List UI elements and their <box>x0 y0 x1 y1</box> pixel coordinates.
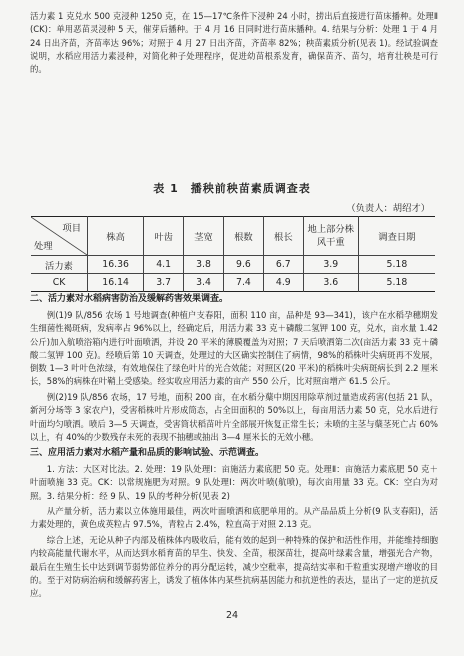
table-cell: 4.9 <box>263 274 303 292</box>
table-cell: 5.18 <box>358 256 435 274</box>
col-header-root-count: 根数 <box>223 217 263 256</box>
table-cell: 4.1 <box>144 256 184 274</box>
paragraph-summary: 综合上述，无论从种子内部及植株体内吸收后，能有效的起到一种特殊的保护和活性作用，并能维持细胞内较高能量代谢水平，从而达到水稻育苗的早生、快发、全苗，根深苗壮，提高叶绿素含量，增强光合产物，最后在生殖生长中达到调节弱势部位养分的再分配运转，减少空秕率，提高结实率和千粒重实现增产增收的目的。至于对防病治病和缓解药害上，诱发了植体体内某些抗病基因能力和抗逆性的表达，显出了一定的逆抗反应。 <box>30 535 438 599</box>
page-number: 24 <box>225 610 239 621</box>
paragraph-seedling-result: 活力素 1 克兑水 500 克浸种 1250 克，在 15—17℃条件下浸种 24 小时，捞出后直接进行苗床播种。处理Ⅱ(CK)：单用恶苗灵浸种 5 天，催芽后播种。于 4 月 16 日同时进行苗床播种。4. 结果与分析：处理 1 于 4 月 24 日出齐苗，齐苗率达 96%；对照于 4 月 27 日出齐苗，齐苗率 82%；秧苗素质分析(见表 1)。经试验调查说明，水稻应用活力素浸种，对简化种子处理程序，促进幼苗根系发育，确保苗齐、苗匀，培育壮秧是可行的。 <box>30 11 438 75</box>
paragraph-method: 1. 方法：大区对比法。2. 处理：19 队处理Ⅰ：亩施活力素底肥 50 克。处理Ⅱ：亩施活力素底肥 50 克＋叶面喷施 33 克。CK：以常规施肥为对照。9 队处理Ⅰ：两次叶喷(航喷)，每次亩用量 33 克。CK：空白为对照。3. 结果分析：经 9 队、19 队的考种分析(见表 2) <box>30 464 438 501</box>
table-row <box>31 274 435 292</box>
col-header-root-length: 根长 <box>263 217 303 256</box>
corner-item-label: 项目 <box>62 223 81 234</box>
row-treatment-name: 活力素 <box>31 256 88 274</box>
table-row <box>31 256 435 274</box>
table-corner-cell <box>31 217 88 256</box>
table-1-title: 表 1 播秧前秧苗素质调查表 <box>153 182 311 195</box>
col-header-dry-weight: 地上部分株风干重 <box>303 217 358 256</box>
paragraph-quality: 从产量分析，活力素以立体施用最佳，两次叶面喷洒和底肥单用的。从产品品质上分析(9 队支春阳)，活力素处理的，黄色成英粒占 97.5%，青粒占 2.4%，粒直高于对照 2.13 克。 <box>30 506 438 530</box>
table-cell: 3.4 <box>184 274 224 292</box>
table-cell: 3.9 <box>303 256 358 274</box>
corner-treatment-label: 处理 <box>34 241 53 252</box>
col-header-height: 株高 <box>88 217 144 256</box>
section-heading-yield: 三、应用活力素对水稻产量和品质的影响试验、示范调查。 <box>30 448 265 458</box>
seedling-quality-table <box>31 216 435 292</box>
table-cell: 3.6 <box>303 274 358 292</box>
row-treatment-name: CK <box>31 274 88 292</box>
table-cell: 7.4 <box>223 274 263 292</box>
col-header-leaf-age: 叶齿 <box>144 217 184 256</box>
table-cell: 16.36 <box>88 256 144 274</box>
col-header-survey-date: 调查日期 <box>358 217 435 256</box>
section-heading-disease: 二、活力素对水稻病害防治及缓解药害效果调查。 <box>30 294 229 304</box>
paragraph-example-1: 例(1)9 队/856 农场 1 号地调查(种植户支春阳，面积 110 亩，品种是 93—341)，该户在水稻孕穗期发生细菌性褐斑病，发病率占 96%以上，经确定后，用活力素 33 克＋磷酸二氢钾 100 克，兑水，亩水量 1.42 公斤)加入航喷浴箱内进行叶面喷洒，并设 20 平米的薄膜覆盖为对照；7 天后喷洒第二次(亩活力素 33 克＋磷酸二氢钾 100 克)。经喷后第 10 天调查，处理过的大区确实控制住了病情，98%的稻株叶尖病斑再不发展，倒数 1—3 叶叶色浓绿，有效地保住了绿色叶片的光合效能；对照区(20 平米)的稻株叶尖病斑病长到 2.2 厘米长，58%的病株在叶鞘上受感染。经实收应用活力素的亩产 550 公斤，比对照亩增产 61.5 公斤。 <box>30 310 438 387</box>
table-cell: 9.6 <box>223 256 263 274</box>
paragraph-example-2: 例(2)19 队/856 农场，17 号地，面积 200 亩，在水稻分蘖中期因用除草剂过量造成药害(包括 21 队，新河分场等 3 家农户)，受害稻株叶片形成筒态，占全田面积的 50%以上，每亩用活力素 50 克，兑水后进行叶面均匀喷洒。喷后 3—5 天调查，受害筒状稻苗叶片全部展开恢复正常生长；未喷的主茎与蘖茎死亡占 60%以上，有 40%的少数残存未死的表现不抽穗或抽出 3—4 厘米长的无效小穗。 <box>30 392 438 442</box>
table-cell: 3.7 <box>144 274 184 292</box>
table-cell: 6.7 <box>263 256 303 274</box>
table-cell: 3.8 <box>184 256 224 274</box>
table-cell: 16.14 <box>88 274 144 292</box>
table-header-row <box>31 217 435 256</box>
table-1-responsible: （负责人：胡绍才） <box>346 203 430 214</box>
table-cell: 5.18 <box>358 274 435 292</box>
col-header-stem-width: 茎宽 <box>184 217 224 256</box>
